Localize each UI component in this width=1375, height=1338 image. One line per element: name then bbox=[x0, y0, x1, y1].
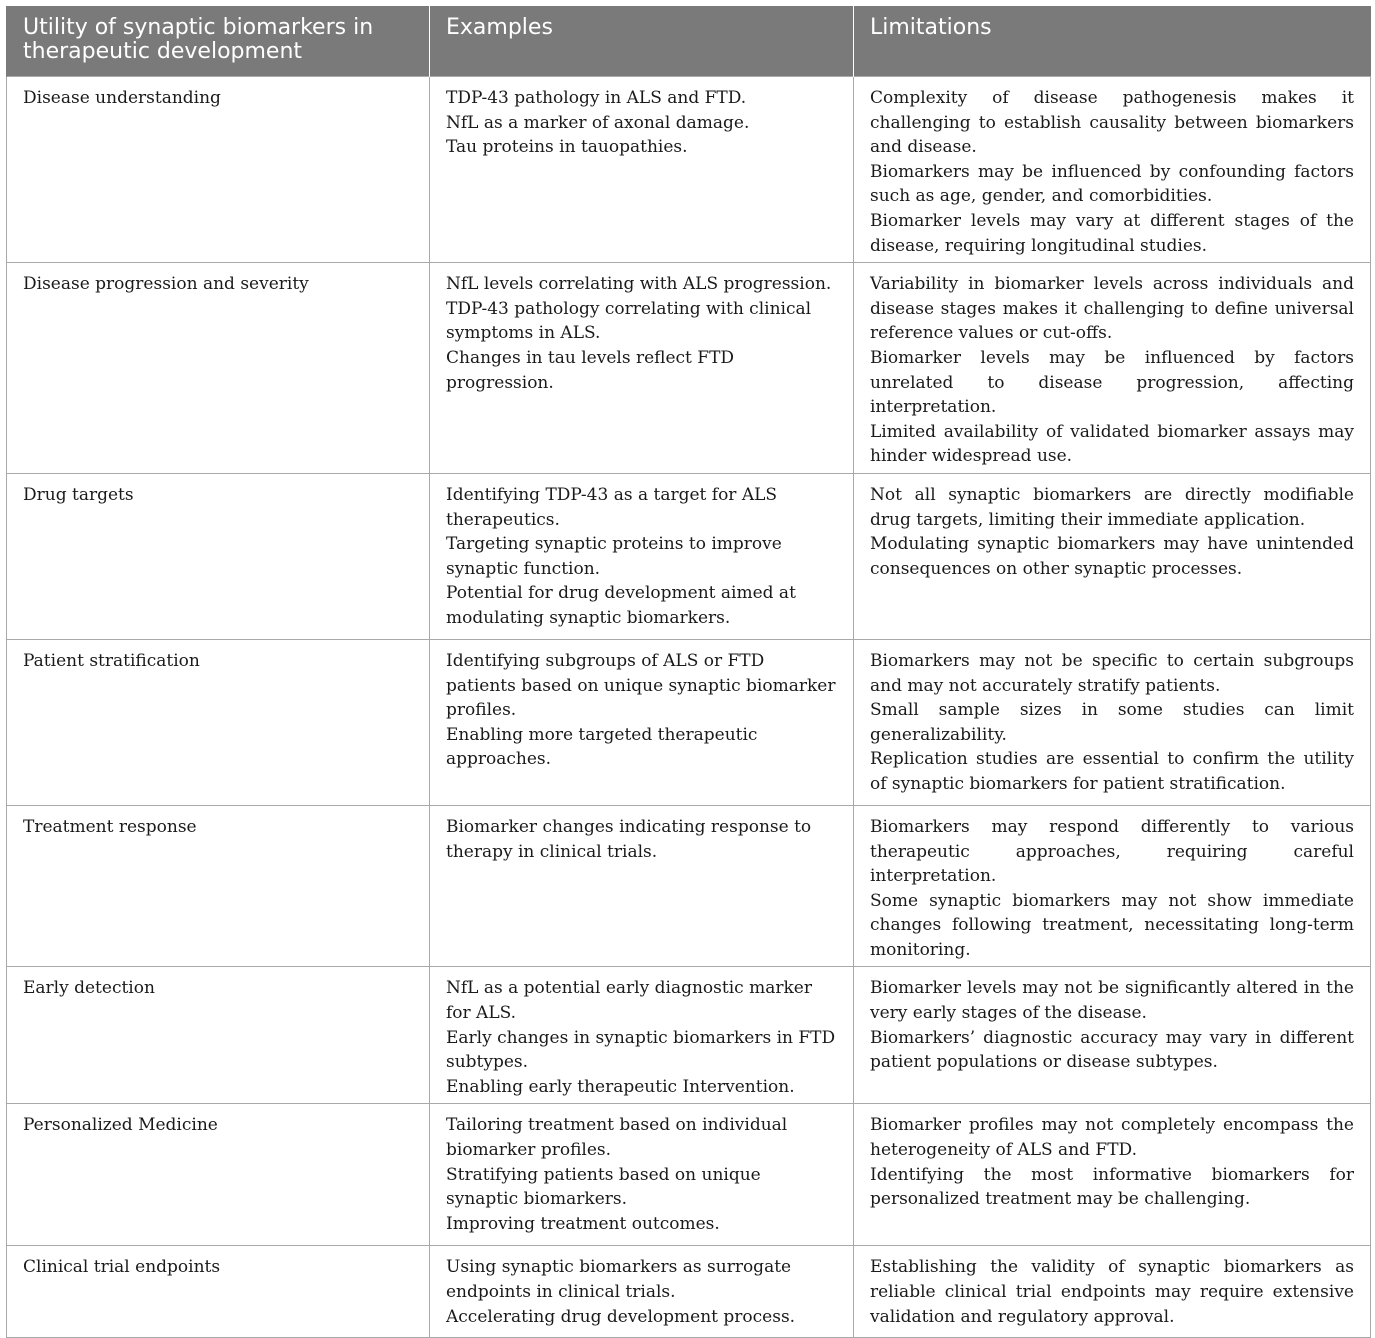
examples-cell bbox=[430, 639, 854, 805]
examples-cell bbox=[430, 805, 854, 967]
limitation-item: Variability in biomarker levels across individuals and disease stages makes it challenging to define universal reference values or cut-offs. bbox=[870, 274, 1354, 344]
example-item: Early changes in synaptic biomarkers in FTD subtypes. bbox=[446, 1027, 836, 1073]
limitations-cell bbox=[854, 473, 1371, 639]
example-item: TDP-43 pathology correlating with clinical symptoms in ALS. bbox=[446, 298, 812, 344]
limitations-cell bbox=[854, 805, 1371, 967]
table-row bbox=[7, 1246, 1371, 1338]
example-item: Identifying subgroups of ALS or FTD patients based on unique synaptic biomarker profiles. bbox=[446, 650, 836, 721]
utility-cell: Patient stratification bbox=[7, 639, 430, 805]
limitations-cell bbox=[854, 1246, 1371, 1338]
limitation-item: Establishing the validity of synaptic biomarkers as reliable clinical trial endpoints may require extensive validation and regulatory approval. bbox=[870, 1257, 1354, 1327]
table-row bbox=[7, 639, 1371, 805]
utility-cell: Disease progression and severity bbox=[7, 263, 430, 474]
examples-cell bbox=[430, 77, 854, 263]
examples-cell bbox=[430, 263, 854, 474]
example-item: Tau proteins in tauopathies. bbox=[446, 137, 688, 158]
limitation-item: Some synaptic biomarkers may not show immediate changes following treatment, necessitating long-term monitoring. bbox=[870, 890, 1354, 960]
limitation-item: Modulating synaptic biomarkers may have unintended consequences on other synaptic processes. bbox=[870, 534, 1354, 579]
table-row bbox=[7, 967, 1371, 1104]
limitations-cell bbox=[854, 263, 1371, 474]
table-row bbox=[7, 263, 1371, 474]
limitation-item: Replication studies are essential to confirm the utility of synaptic biomarkers for patient stratification. bbox=[870, 749, 1354, 794]
example-item: NfL as a potential early diagnostic marker for ALS. bbox=[446, 978, 812, 1024]
example-item: Using synaptic biomarkers as surrogate endpoints in clinical trials. bbox=[446, 1257, 792, 1303]
limitation-item: Complexity of disease pathogenesis makes it challenging to establish causality between biomarkers and disease. bbox=[870, 88, 1354, 158]
table-row bbox=[7, 473, 1371, 639]
limitations-cell bbox=[854, 77, 1371, 263]
utility-cell: Clinical trial endpoints bbox=[7, 1246, 430, 1338]
limitation-item: Biomarkers may respond differently to various therapeutic approaches, requiring careful interpretation. bbox=[870, 816, 1354, 887]
examples-cell bbox=[430, 1246, 854, 1338]
example-item: Targeting synaptic proteins to improve synaptic function. bbox=[446, 534, 782, 579]
biomarker-table-container bbox=[6, 6, 1370, 1338]
example-item: Changes in tau levels reflect FTD progression. bbox=[446, 347, 735, 393]
limitation-item: Limited availability of validated biomarker assays may hinder widespread use. bbox=[870, 421, 1354, 467]
utility-cell: Drug targets bbox=[7, 473, 430, 639]
examples-cell bbox=[430, 473, 854, 639]
limitation-item: Biomarkers’ diagnostic accuracy may vary in different patient populations or disease subtypes. bbox=[870, 1027, 1354, 1073]
example-item: NfL as a marker of axonal damage. bbox=[446, 112, 750, 133]
utility-cell: Personalized Medicine bbox=[7, 1104, 430, 1246]
examples-cell bbox=[430, 1104, 854, 1246]
limitation-item: Biomarker profiles may not completely encompass the heterogeneity of ALS and FTD. bbox=[870, 1115, 1354, 1161]
example-item: Potential for drug development aimed at modulating synaptic biomarkers. bbox=[446, 583, 796, 628]
limitation-item: Biomarker levels may vary at different stages of the disease, requiring longitudinal studies. bbox=[870, 210, 1354, 256]
table-row bbox=[7, 77, 1371, 263]
limitations-cell bbox=[854, 1104, 1371, 1246]
utility-cell: Disease understanding bbox=[7, 77, 430, 263]
limitation-item: Biomarker levels may be influenced by factors unrelated to disease progression, affecting interpretation. bbox=[870, 347, 1354, 418]
limitations-cell bbox=[854, 967, 1371, 1104]
example-item: Stratifying patients based on unique synaptic biomarkers. bbox=[446, 1164, 761, 1210]
limitation-item: Biomarker levels may not be significantly altered in the very early stages of the disease. bbox=[870, 978, 1354, 1024]
table-row bbox=[7, 805, 1371, 967]
limitation-item: Small sample sizes in some studies can limit generalizability. bbox=[870, 700, 1354, 745]
examples-cell bbox=[430, 967, 854, 1104]
example-item: Tailoring treatment based on individual biomarker profiles. bbox=[446, 1115, 788, 1161]
table-body bbox=[7, 77, 1371, 1338]
limitation-item: Not all synaptic biomarkers are directly modifiable drug targets, limiting their immediate application. bbox=[870, 484, 1354, 530]
example-item: Accelerating drug development process. bbox=[446, 1306, 796, 1327]
example-item: Biomarker changes indicating response to therapy in clinical trials. bbox=[446, 816, 812, 862]
example-item: Identifying TDP-43 as a target for ALS therapeutics. bbox=[446, 484, 778, 530]
header-utility: Utility of synaptic biomarkers in therapeutic development bbox=[7, 6, 430, 77]
utility-cell: Early detection bbox=[7, 967, 430, 1104]
example-item: Improving treatment outcomes. bbox=[446, 1213, 720, 1234]
biomarker-table bbox=[6, 6, 1371, 1338]
limitation-item: Identifying the most informative biomarkers for personalized treatment may be challenging. bbox=[870, 1164, 1354, 1210]
example-item: NfL levels correlating with ALS progression. bbox=[446, 274, 832, 295]
limitation-item: Biomarkers may not be specific to certain subgroups and may not accurately stratify patients. bbox=[870, 650, 1354, 696]
table-header-row bbox=[7, 6, 1371, 77]
example-item: Enabling early therapeutic Intervention. bbox=[446, 1076, 795, 1097]
utility-cell: Treatment response bbox=[7, 805, 430, 967]
limitations-cell bbox=[854, 639, 1371, 805]
example-item: Enabling more targeted therapeutic approaches. bbox=[446, 724, 758, 770]
example-item: TDP-43 pathology in ALS and FTD. bbox=[446, 88, 747, 108]
header-examples: Examples bbox=[430, 6, 854, 77]
header-limitations: Limitations bbox=[854, 6, 1371, 77]
limitation-item: Biomarkers may be influenced by confounding factors such as age, gender, and comorbidities. bbox=[870, 161, 1354, 207]
table-row bbox=[7, 1104, 1371, 1246]
